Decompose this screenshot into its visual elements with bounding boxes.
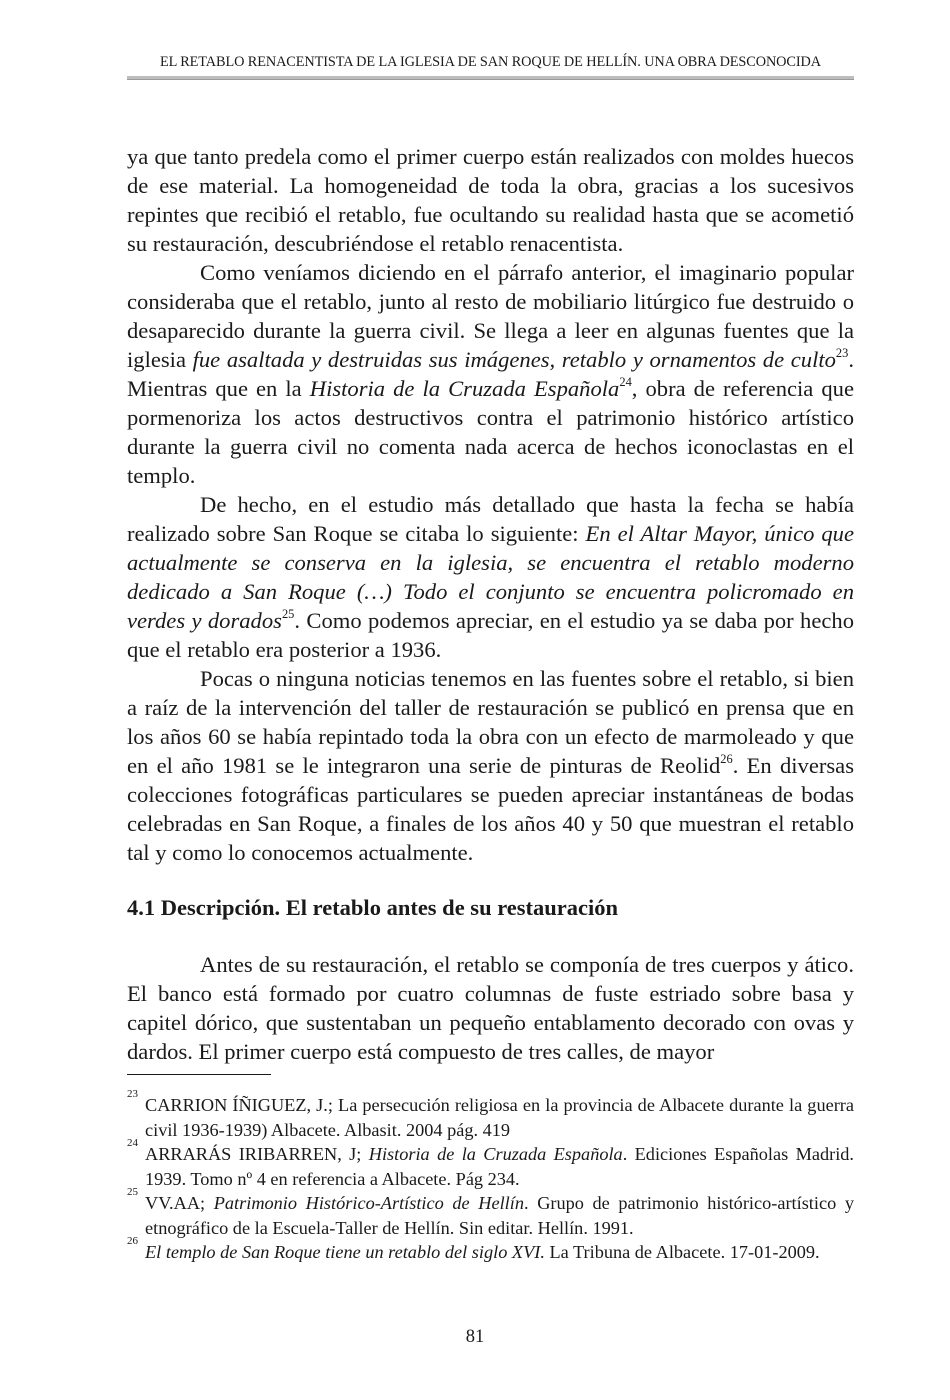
paragraph-4-text-a: Pocas o ninguna noticias tenemos en las fuentes sobre el retablo, si bien a raíz de la intervención del taller de restauración se publicó en prensa que en los años 60 se había repintado toda la obra con un efecto de marmoleado y que en el año 1981 se le integraron una serie de pinturas de Reolid bbox=[127, 666, 854, 778]
paragraph-3 bbox=[127, 490, 854, 664]
paragraph-4-text-b: . En diversas colecciones fotográficas particulares se pueden apreciar instantáneas de bodas celebradas en San Roque, a finales de los años 40 y 50 que muestran el retablo tal y como lo conocemos actualmente. bbox=[127, 753, 854, 865]
footnote-publication: La Tribuna de Albacete. 17-01-2009. bbox=[544, 1242, 820, 1262]
footnote-number: 24 bbox=[127, 1137, 138, 1149]
footnote-23 bbox=[127, 1088, 854, 1142]
footnote-ref-23[interactable]: 23 bbox=[835, 346, 849, 361]
paragraph-3-quote: En el Altar Mayor, único que actualmente se conserva en la iglesia, se encuentra el retablo moderno dedicado a San Roque (…) Todo el conjunto se encuentra policromado en verdes y dorados bbox=[127, 521, 854, 633]
footnote-ref-25[interactable]: 25 bbox=[281, 607, 295, 622]
footnote-ref-26[interactable]: 26 bbox=[720, 752, 733, 767]
paragraph-2-book-title: Historia de la Cruzada Española bbox=[309, 376, 620, 401]
footnote-rule bbox=[127, 1074, 271, 1075]
header-rule bbox=[127, 76, 854, 79]
footnote-title: Patrimonio Histórico-Artístico de Hellín bbox=[213, 1193, 524, 1213]
paragraph-3-text-a: De hecho, en el estudio más detallado que hasta la fecha se había realizado sobre San Roque se citaba lo siguiente: bbox=[127, 492, 854, 546]
footnotes bbox=[127, 1088, 854, 1265]
footnote-author: ARRARÁS IRIBARREN, J; bbox=[145, 1144, 369, 1164]
paragraph-2-text-e: , obra de referencia que pormenoriza los actos destructivos contra el patrimonio histórico artístico durante la guerra civil no comenta nada acerca de hechos iconoclastas en el templo. bbox=[127, 376, 854, 488]
page-number: 81 bbox=[465, 1327, 485, 1347]
footnote-author: VV.AA; bbox=[145, 1193, 214, 1213]
paragraph-5: Antes de su restauración, el retablo se componía de tres cuerpos y ático. El banco está formado por cuatro columnas de fuste estriado sobre basa y capitel dórico, que sustentaban un pequeño entablamento decorado con ovas y dardos. El primer cuerpo está compuesto de tres calles, de mayor bbox=[127, 952, 854, 1064]
paragraph-2-text-a: Como veníamos diciendo en el párrafo anterior, el imaginario popular consideraba que el retablo, junto al resto de mobiliario litúrgico fue destruido o desaparecido durante la guerra civil. Se llega a leer en algunas fuentes que la iglesia bbox=[127, 260, 854, 372]
footnote-number: 25 bbox=[127, 1186, 138, 1198]
paragraph-1: ya que tanto predela como el primer cuerpo están realizados con moldes huecos de ese material. La homogeneidad de toda la obra, gracias a los sucesivos repintes que recibió el retablo, fue ocultando su realidad hasta que se acometió su restauración, descubriéndose el retablo renacentista. bbox=[127, 144, 854, 256]
paragraph-4 bbox=[127, 664, 854, 867]
footnote-25 bbox=[127, 1186, 854, 1240]
footnote-title: El templo de San Roque tiene un retablo del siglo XVI. bbox=[145, 1242, 545, 1262]
section-heading: 4.1 Descripción. El retablo antes de su restauración bbox=[127, 895, 619, 920]
footnote-text: CARRION ÍÑIGUEZ, J.; La persecución religiosa en la provincia de Albacete durante la guerra civil 1936-1939) Albacete. Albasit. 2004 pág. 419 bbox=[145, 1095, 854, 1140]
paragraph-3-text-c: . Como podemos apreciar, en el estudio ya se daba por hecho que el retablo era posterior a 1936. bbox=[127, 608, 854, 662]
running-header: EL RETABLO RENACENTISTA DE LA IGLESIA DE SAN ROQUE DE HELLÍN. UNA OBRA DESCONOCIDA bbox=[160, 54, 821, 70]
paragraph-2-text-c: . Mientras que en la bbox=[127, 347, 854, 401]
paragraph-2 bbox=[127, 258, 854, 490]
footnote-number: 23 bbox=[127, 1088, 138, 1100]
paragraph-2-quote: fue asaltada y destruidas sus imágenes, retablo y ornamentos de culto bbox=[192, 347, 836, 372]
footnote-publication: . Ediciones Españolas Madrid. 1939. Tomo nº 4 en referencia a Albacete. Pág 234. bbox=[145, 1144, 854, 1189]
footnote-26 bbox=[127, 1235, 854, 1265]
footnote-publication: . Grupo de patrimonio histórico-artístico y etnográfico de la Escuela-Taller de Hellín. Sin editar. Hellín. 1991. bbox=[145, 1193, 854, 1238]
footnote-number: 26 bbox=[127, 1235, 138, 1247]
body-text bbox=[127, 142, 854, 1066]
footnote-title: Historia de la Cruzada Española bbox=[368, 1144, 623, 1164]
footnote-ref-24[interactable]: 24 bbox=[619, 375, 632, 390]
footnote-24 bbox=[127, 1137, 854, 1191]
